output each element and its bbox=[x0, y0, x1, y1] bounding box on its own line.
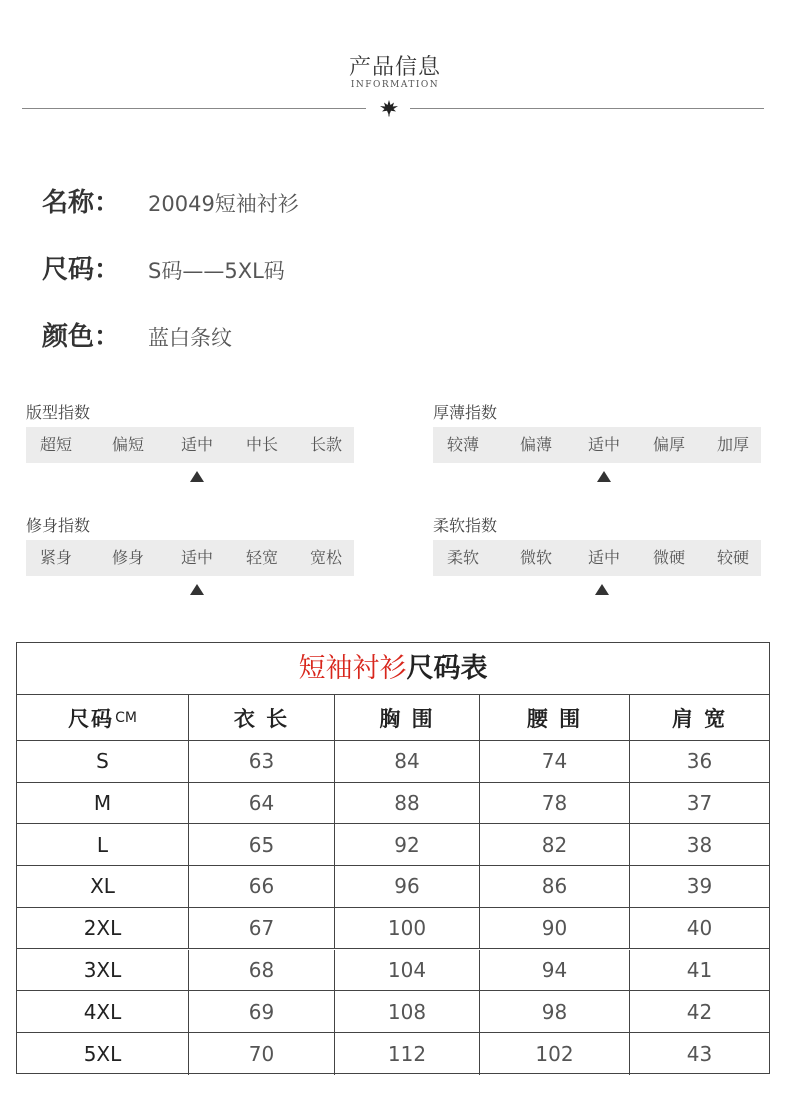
info-value: 蓝白条纹 bbox=[148, 326, 232, 350]
index-scale bbox=[26, 540, 354, 576]
index-title: 修身指数 bbox=[26, 516, 91, 535]
index-title: 厚薄指数 bbox=[433, 403, 498, 422]
measurement-cell: 90 bbox=[480, 908, 630, 949]
measurement-cell: 98 bbox=[480, 991, 630, 1032]
measurement-cell: 40 bbox=[686, 916, 713, 941]
index-scale bbox=[433, 427, 761, 463]
info-value: S码——5XL码 bbox=[148, 259, 285, 283]
size-cell: S bbox=[17, 741, 189, 782]
measurement-cell: 38 bbox=[686, 832, 713, 857]
measurement-cell: 68 bbox=[189, 950, 335, 991]
info-value: 20049短袖衬衫 bbox=[148, 192, 299, 216]
column-header bbox=[17, 695, 189, 740]
fit-index bbox=[26, 400, 356, 480]
size-cell: 5XL bbox=[17, 1033, 189, 1075]
table-row bbox=[17, 783, 769, 825]
section-title: 产品信息 bbox=[348, 55, 441, 80]
measurement-cell: 37 bbox=[686, 791, 713, 816]
size-cell: XL bbox=[17, 866, 189, 907]
index-option: 紧身 bbox=[39, 548, 72, 567]
measurement-cell: 102 bbox=[480, 1033, 630, 1075]
measurement-cell: 92 bbox=[335, 824, 480, 865]
index-option: 微硬 bbox=[652, 548, 685, 567]
table-row bbox=[17, 824, 769, 866]
table-row bbox=[17, 866, 769, 908]
column-header bbox=[480, 695, 630, 740]
measurement-cell: 70 bbox=[189, 1033, 335, 1075]
triangle-up-icon bbox=[597, 471, 611, 482]
table-header-row bbox=[17, 695, 769, 741]
info-label: 颜色： bbox=[42, 322, 121, 352]
measurement-cell: 39 bbox=[686, 874, 713, 899]
table-row bbox=[17, 950, 769, 992]
measurement-cell: 69 bbox=[189, 991, 335, 1032]
table-row bbox=[17, 991, 769, 1033]
size-cell: L bbox=[17, 824, 189, 865]
divider-right bbox=[410, 108, 764, 109]
measurement-cell: 84 bbox=[335, 741, 480, 782]
measurement-cell: 100 bbox=[335, 908, 480, 949]
measurement-cell: 43 bbox=[686, 1041, 713, 1066]
column-header-label: 腰 围 bbox=[526, 706, 583, 731]
index-option: 修身 bbox=[111, 548, 144, 567]
column-header-label: 胸 围 bbox=[379, 706, 435, 731]
index-option: 偏短 bbox=[111, 435, 144, 454]
triangle-up-icon bbox=[190, 471, 204, 482]
index-option: 轻宽 bbox=[245, 548, 278, 567]
measurement-cell: 42 bbox=[686, 999, 713, 1024]
section-subtitle: INFORMATION bbox=[350, 80, 440, 90]
index-option: 超短 bbox=[39, 435, 72, 454]
index-option-selected: 适中 bbox=[180, 435, 213, 454]
column-header-label: 衣 长 bbox=[233, 706, 290, 731]
measurement-cell: 41 bbox=[686, 957, 713, 982]
index-scale bbox=[26, 427, 354, 463]
size-cell: 4XL bbox=[17, 991, 189, 1032]
measurement-cell: 82 bbox=[480, 824, 630, 865]
slim-index bbox=[26, 513, 356, 593]
triangle-up-icon bbox=[595, 584, 609, 595]
unit-label: CM bbox=[115, 709, 137, 726]
info-label: 尺码： bbox=[42, 255, 121, 285]
column-header bbox=[189, 695, 335, 740]
measurement-cell: 66 bbox=[189, 866, 335, 907]
index-title: 版型指数 bbox=[26, 403, 91, 422]
size-cell: M bbox=[17, 783, 189, 824]
softness-index bbox=[433, 513, 763, 593]
index-option: 偏厚 bbox=[652, 435, 685, 454]
index-scale bbox=[433, 540, 761, 576]
table-row bbox=[17, 908, 769, 950]
column-header-label: 肩 宽 bbox=[671, 706, 728, 731]
index-option: 偏薄 bbox=[519, 435, 552, 454]
index-option-selected: 适中 bbox=[587, 435, 620, 454]
table-row bbox=[17, 741, 769, 783]
index-option: 宽松 bbox=[309, 548, 342, 567]
size-chart-title-label: 尺码表 bbox=[406, 653, 488, 684]
index-option: 中长 bbox=[245, 435, 278, 454]
index-option-selected: 适中 bbox=[180, 548, 213, 567]
measurement-cell: 65 bbox=[189, 824, 335, 865]
measurement-cell: 63 bbox=[189, 741, 335, 782]
index-option: 长款 bbox=[309, 435, 342, 454]
size-cell: 2XL bbox=[17, 908, 189, 949]
size-chart-table bbox=[16, 642, 770, 1074]
table-row bbox=[17, 1033, 769, 1075]
column-header-label: 尺码 bbox=[68, 706, 115, 731]
index-option: 加厚 bbox=[716, 435, 749, 454]
measurement-cell: 36 bbox=[686, 749, 713, 774]
index-title: 柔软指数 bbox=[433, 516, 498, 535]
index-option: 较硬 bbox=[716, 548, 749, 567]
column-header bbox=[335, 695, 480, 740]
measurement-cell: 78 bbox=[480, 783, 630, 824]
leaf-icon bbox=[378, 99, 400, 117]
section-header bbox=[0, 0, 790, 130]
measurement-cell: 64 bbox=[189, 783, 335, 824]
size-chart-title bbox=[17, 643, 769, 695]
measurement-cell: 94 bbox=[480, 950, 630, 991]
index-option: 较薄 bbox=[446, 435, 479, 454]
size-chart-title-product: 短袖衬衫 bbox=[298, 653, 407, 684]
index-option-selected: 适中 bbox=[587, 548, 620, 567]
index-option: 微软 bbox=[519, 548, 552, 567]
measurement-cell: 112 bbox=[335, 1033, 480, 1075]
measurement-cell: 67 bbox=[189, 908, 335, 949]
info-label: 名称： bbox=[42, 188, 121, 218]
thickness-index bbox=[433, 400, 763, 480]
measurement-cell: 108 bbox=[335, 991, 480, 1032]
measurement-cell: 88 bbox=[335, 783, 480, 824]
divider-left bbox=[22, 108, 366, 109]
triangle-up-icon bbox=[190, 584, 204, 595]
measurement-cell: 86 bbox=[480, 866, 630, 907]
measurement-cell: 96 bbox=[335, 866, 480, 907]
measurement-cell: 104 bbox=[335, 950, 480, 991]
size-cell: 3XL bbox=[17, 950, 189, 991]
measurement-cell: 74 bbox=[480, 741, 630, 782]
column-header bbox=[630, 695, 769, 740]
index-option: 柔软 bbox=[446, 548, 479, 567]
